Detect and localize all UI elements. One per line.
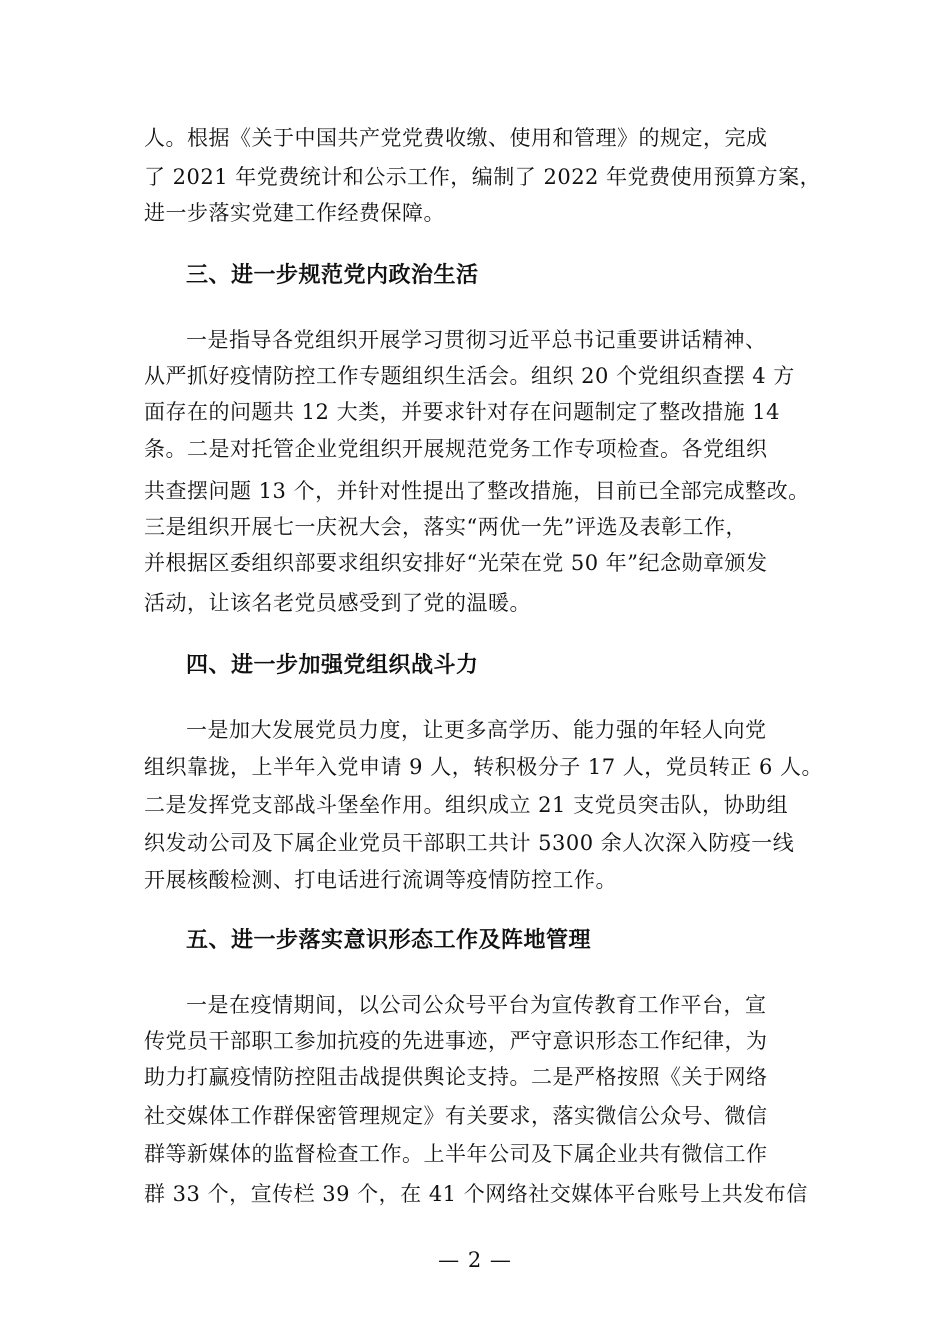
paragraph-line: 条。二是对托管企业党组织开展规范党务工作专项检查。各党组织 xyxy=(144,437,768,461)
paragraph-line: 了 2021 年党费统计和公示工作，编制了 2022 年党费使用预算方案， xyxy=(144,165,822,189)
paragraph-line: 织发动公司及下属企业党员干部职工共计 5300 余人次深入防疫一线 xyxy=(144,831,795,855)
paragraph-line: 从严抓好疫情防控工作专题组织生活会。组织 20 个党组织查摆 4 方 xyxy=(144,364,795,388)
paragraph-line: 三是组织开展七一庆祝大会，落实“两优一先”评选及表彰工作， xyxy=(144,515,747,539)
paragraph-line: 共查摆问题 13 个，并针对性提出了整改措施，目前已全部完成整改。 xyxy=(144,479,810,503)
paragraph-line: 活动，让该名老党员感受到了党的温暖。 xyxy=(144,591,531,615)
paragraph-line: 一是加大发展党员力度，让更多高学历、能力强的年轻人向党 xyxy=(186,718,767,742)
paragraph-line: 群等新媒体的监督检查工作。上半年公司及下属企业共有微信工作 xyxy=(144,1142,768,1166)
paragraph-line: 面存在的问题共 12 大类，并要求针对存在问题制定了整改措施 14 xyxy=(144,400,780,424)
paragraph-line: 一是在疫情期间，以公司公众号平台为宣传教育工作平台，宣 xyxy=(186,993,767,1017)
page-number: — 2 — xyxy=(438,1248,512,1272)
paragraph-line: 传党员干部职工参加抗疫的先进事迹，严守意识形态工作纪律，为 xyxy=(144,1029,768,1053)
section-heading: 五、进一步落实意识形态工作及阵地管理 xyxy=(186,928,592,953)
paragraph-line: 开展核酸检测、打电话进行流调等疫情防控工作。 xyxy=(144,868,617,892)
paragraph-line: 二是发挥党支部战斗堡垒作用。组织成立 21 支党员突击队，协助组 xyxy=(144,793,789,817)
paragraph-line: 群 33 个，宣传栏 39 个，在 41 个网络社交媒体平台账号上共发布信 xyxy=(144,1182,808,1206)
paragraph-line: 组织靠拢，上半年入党申请 9 人，转积极分子 17 人，党员转正 6 人。 xyxy=(144,755,823,779)
paragraph-line: 助力打赢疫情防控阻击战提供舆论支持。二是严格按照《关于网络 xyxy=(144,1065,768,1089)
section-heading: 四、进一步加强党组织战斗力 xyxy=(186,653,479,678)
paragraph-line: 进一步落实党建工作经费保障。 xyxy=(144,201,445,225)
paragraph-line: 社交媒体工作群保密管理规定》有关要求，落实微信公众号、微信 xyxy=(144,1104,768,1128)
paragraph-line: 人。根据《关于中国共产党党费收缴、使用和管理》的规定，完成 xyxy=(144,126,768,150)
section-heading: 三、进一步规范党内政治生活 xyxy=(186,263,479,288)
paragraph-line: 一是指导各党组织开展学习贯彻习近平总书记重要讲话精神、 xyxy=(186,328,767,352)
paragraph-line: 并根据区委组织部要求组织安排好“光荣在党 50 年”纪念勋章颁发 xyxy=(144,551,768,575)
